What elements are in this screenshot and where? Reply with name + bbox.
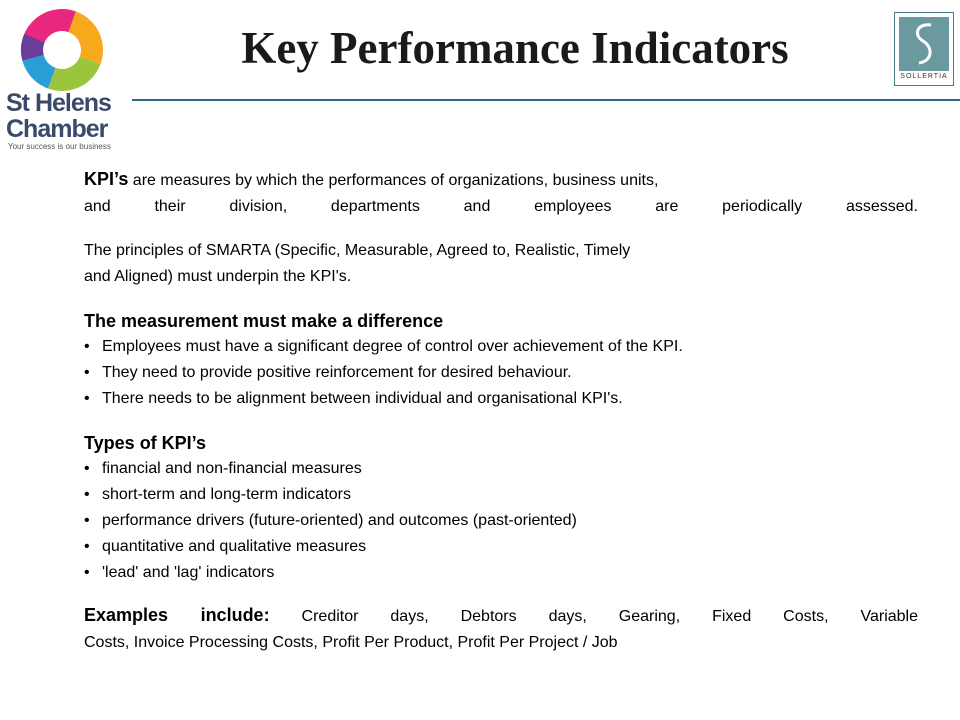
sollertia-logo [894, 12, 954, 86]
smarta-line-1: The principles of SMARTA (Specific, Measurable, Agreed to, Realistic, Timely [84, 242, 631, 259]
types-list [84, 456, 918, 586]
examples-line-1 [84, 602, 918, 630]
examples-line-1-text: Creditor days, Debtors days, Gearing, Fixed Costs, Variable [269, 608, 919, 625]
list-item: • Employees must have a significant degree of control over achievement of the KPI. [84, 338, 683, 355]
logo-tagline: Your success is our business [8, 142, 111, 151]
list-item: • performance drivers (future-oriented) and outcomes (past-oriented) [84, 512, 577, 529]
difference-heading: The measurement must make a difference [84, 311, 444, 331]
intro-line-1-text: are measures by which the performances of organizations, business units, [128, 172, 659, 189]
main-content [84, 166, 918, 656]
spacer [84, 290, 918, 308]
title-divider [132, 99, 960, 101]
list-item: • They need to provide positive reinforcement for desired behaviour. [84, 364, 572, 381]
spacer [84, 220, 918, 238]
intro-line-1 [84, 166, 918, 194]
st-helens-chamber-logo [6, 6, 124, 156]
sollertia-mark-icon [899, 17, 949, 71]
list-item: • financial and non-financial measures [84, 460, 362, 477]
difference-list [84, 334, 918, 412]
types-heading: Types of KPI’s [84, 433, 207, 453]
examples-line-2: Costs, Invoice Processing Costs, Profit Per Product, Profit Per Project / Job [84, 634, 618, 651]
smarta-line-2: and Aligned) must underpin the KPI's. [84, 268, 352, 285]
list-item: • quantitative and qualitative measures [84, 538, 367, 555]
intro-lead: KPI’s [84, 169, 129, 189]
examples-label: Examples include: [84, 605, 270, 625]
spacer [84, 586, 918, 602]
intro-line-2: and their division, departments and employees are periodically assessed. [84, 198, 918, 215]
sollertia-label: SOLLERTIA [900, 73, 948, 80]
list-item: • There needs to be alignment between individual and organisational KPI's. [84, 390, 623, 407]
spacer [84, 412, 918, 430]
chamber-ring-icon [16, 6, 108, 94]
logo-line-2: Chamber [6, 115, 108, 143]
logo-line-1: St Helens [6, 89, 111, 117]
list-item: • short-term and long-term indicators [84, 486, 351, 503]
page-title: Key Performance Indicators [241, 23, 789, 73]
list-item: • 'lead' and 'lag' indicators [84, 564, 275, 581]
